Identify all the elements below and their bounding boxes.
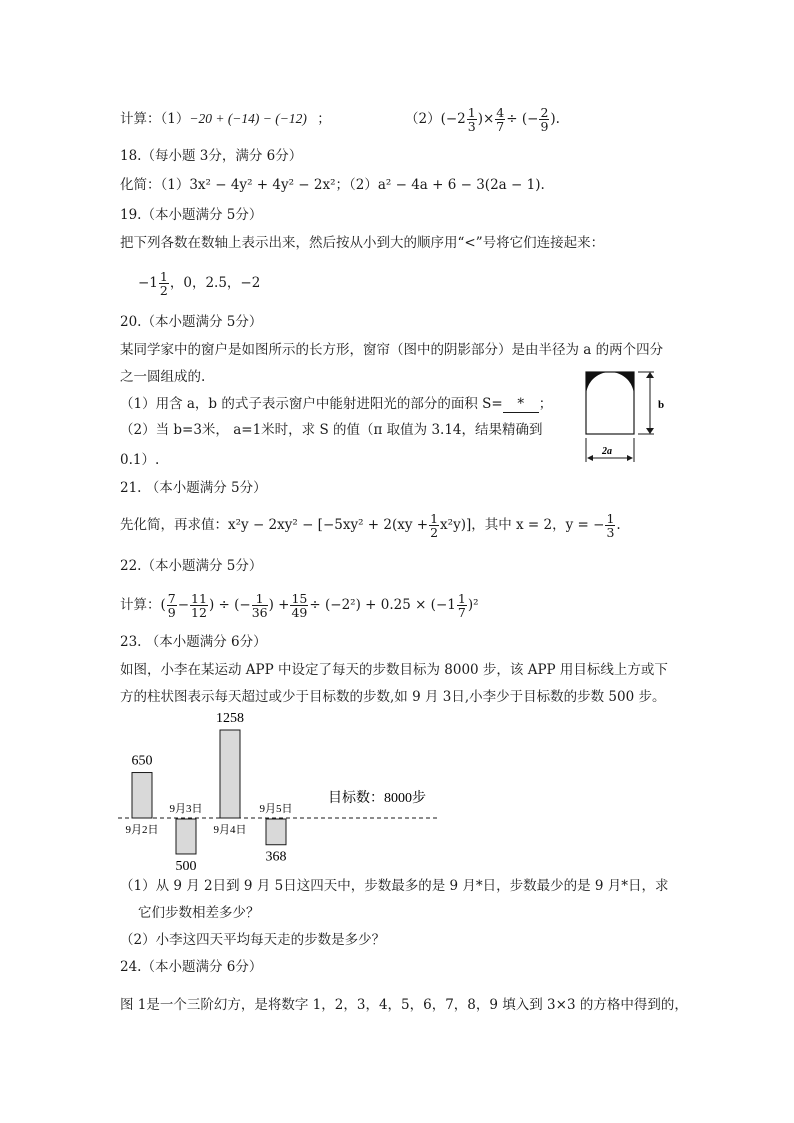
fraction: $\frac{1}{36}$ [251, 591, 268, 620]
q20-sub2: （2）当 b=3米， a=1米时，求 S 的值（π 取值为 3.14，结果精确到 [120, 422, 543, 438]
q20-sub1-text: （1）用含 a，b 的式子表示窗户中能射进阳光的部分的面积 S= [120, 396, 503, 412]
curtain-right [610, 372, 634, 396]
answer-blank: * [503, 396, 539, 413]
curtain-left [586, 372, 610, 396]
q17-line [120, 106, 560, 133]
q20-header: 20.（本小题满分 5分） [120, 314, 263, 330]
q22-minus: − [177, 597, 190, 613]
steps-bar-chart [110, 705, 470, 870]
category-label-4: 9月5日 [259, 803, 293, 815]
fraction: $\frac{1}{2}$ [159, 269, 168, 298]
q19-prefix: −1 [138, 275, 158, 291]
category-label-1: 9月2日 [125, 824, 159, 836]
q17-open: (−2 [440, 111, 466, 127]
fraction: $\frac{11}{12}$ [191, 591, 207, 620]
q22-header: 22.（本小题满分 5分） [120, 558, 263, 574]
fraction: $\frac{7}{9}$ [167, 591, 176, 620]
category-label-3: 9月4日 [213, 824, 247, 836]
bar-1 [132, 773, 152, 818]
q23-sub1b: 它们步数相差多少？ [138, 905, 260, 921]
value-label-4: 368 [265, 849, 287, 865]
bar-3 [220, 730, 240, 818]
q22-rest: ÷ (−2²) + 0.25 × (−1 [309, 597, 456, 613]
q24-text: 图 1是一个三阶幻方，是将数字 1，2，3，4，5，6，7，8，9 填入到 3×3 的方格中得到的， [120, 997, 688, 1013]
q20-sub1 [120, 394, 552, 414]
fraction: $\frac{4}{7}$ [496, 105, 505, 134]
value-label-3: 1258 [216, 711, 244, 726]
q17-label: 计算：（1） [120, 111, 190, 127]
q19-rest: ，0，2.5，−2 [169, 275, 261, 291]
q23-text1: 如图，小李在某运动 APP 中设定了每天的步数目标为 8000 步，该 APP 用目标线上方或下 [120, 662, 668, 678]
baseline-label: 目标数：8000步 [328, 791, 426, 806]
q23-header: 23. （本小题满分 6分） [120, 634, 267, 650]
q19-numbers [138, 270, 260, 297]
q22-end: )² [467, 597, 479, 613]
value-label-1: 650 [131, 753, 153, 769]
q24-header: 24.（本小题满分 6分） [120, 959, 263, 975]
q18-text: 化简：（1）3x² − 4y² + 4y² − 2x²；（2）a² − 4a + 6 − 3(2a − 1). [120, 177, 545, 193]
fraction: $\frac{15}{49}$ [291, 591, 308, 620]
q18-header: 18.（每小题 3分，满分 6分） [120, 148, 303, 164]
q20-text1: 某同学家中的窗户是如图所示的长方形，窗帘（图中的阴影部分）是由半径为 a 的两个四分 [120, 342, 664, 358]
q21-header: 21. （本小题满分 5分） [120, 480, 267, 496]
q22-div: ) ÷ (− [208, 597, 251, 613]
label-b: b [658, 399, 665, 411]
q21-text-a: 先化简，再求值：x²y − 2xy² − [−5xy² + 2(xy + [120, 517, 429, 533]
q20-sub1-end: ； [538, 396, 553, 412]
q22-expr [120, 592, 479, 619]
q17-sep: ； [317, 111, 331, 127]
category-label-2: 9月3日 [169, 803, 203, 815]
q21-text-c: . [616, 517, 621, 533]
window-frame [586, 372, 634, 434]
fraction: $\frac{2}{9}$ [540, 105, 549, 134]
fraction: $\frac{1}{3}$ [467, 105, 476, 134]
window-figure [580, 362, 670, 466]
q23-sub2: （2）小李这四天平均每天走的步数是多少？ [120, 932, 386, 948]
q22-plus: ) + [268, 597, 290, 613]
q20-text2: 之一圆组成的. [120, 369, 206, 385]
q17-part1: −20 + (−14) − (−12) [189, 111, 307, 126]
q21-text [120, 512, 621, 539]
q17-label2: （2） [404, 111, 441, 127]
q17-div: ÷ (− [506, 111, 539, 127]
bar-4 [266, 819, 286, 845]
q17-times: )× [477, 111, 495, 127]
q23-text2: 方的柱状图表示每天超过或少于目标数的步数,如 9 月 3日,小李少于目标数的步数 500 步。 [120, 689, 666, 705]
fraction: $\frac{1}{2}$ [430, 511, 439, 540]
q19-header: 19.（本小题满分 5分） [120, 207, 263, 223]
q20-sub2b: 0.1）. [120, 452, 160, 468]
q17-close: ). [550, 111, 560, 127]
q21-text-b: x²y)]，其中 x = 2，y = − [440, 517, 605, 533]
fraction: $\frac{1}{7}$ [457, 591, 466, 620]
label-2a: 2a [602, 446, 612, 457]
fraction: $\frac{1}{3}$ [606, 511, 615, 540]
q19-text: 把下列各数在数轴上表示出来，然后按从小到大的顺序用“<”号将它们连接起来： [120, 235, 605, 251]
q23-sub1: （1）从 9 月 2日到 9 月 5日这四天中，步数最多的是 9 月*日，步数最少的是 9 月*日，求 [120, 878, 669, 894]
q22-label: 计算：( [120, 597, 166, 613]
bar-2 [176, 819, 196, 854]
value-label-2: 500 [175, 858, 197, 870]
